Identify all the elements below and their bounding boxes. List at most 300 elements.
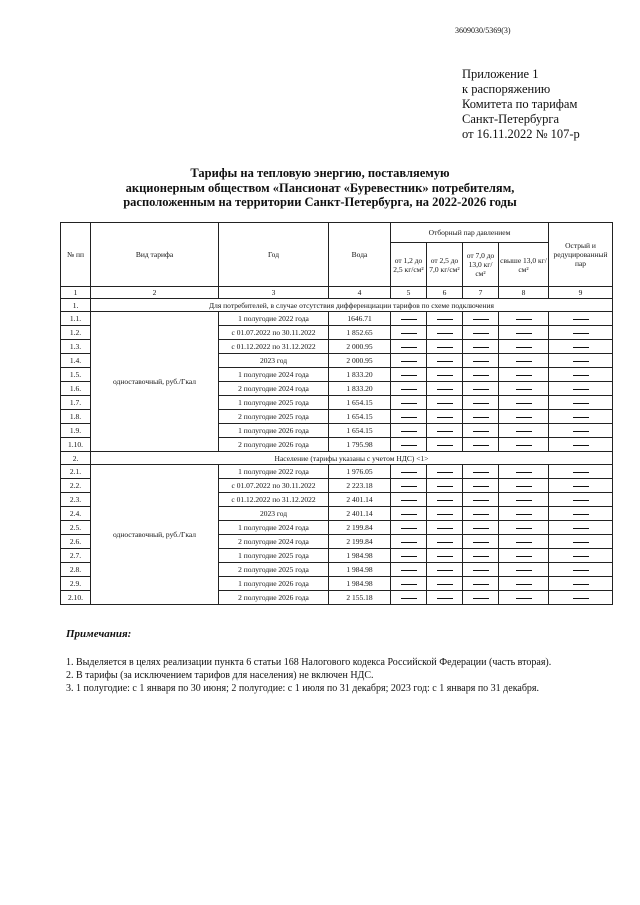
- water-value-cell: 2 155.18: [329, 591, 391, 605]
- dash-mark: [473, 333, 489, 334]
- row-number: 1.3.: [61, 340, 91, 354]
- row-number: 2.8.: [61, 563, 91, 577]
- empty-value-cell: [499, 507, 549, 521]
- dash-mark: [437, 514, 453, 515]
- dash-mark: [437, 584, 453, 585]
- empty-value-cell: [427, 340, 463, 354]
- dash-mark: [516, 556, 532, 557]
- empty-value-cell: [427, 424, 463, 438]
- dash-mark: [473, 500, 489, 501]
- dash-mark: [516, 319, 532, 320]
- dash-mark: [437, 486, 453, 487]
- period-cell: 2023 год: [219, 354, 329, 368]
- empty-value-cell: [499, 396, 549, 410]
- dash-mark: [437, 445, 453, 446]
- empty-value-cell: [499, 326, 549, 340]
- row-number: 2.9.: [61, 577, 91, 591]
- tariff-table: [60, 222, 613, 605]
- column-number-cell: 7: [463, 287, 499, 299]
- dash-mark: [401, 584, 417, 585]
- appendix-line: Комитета по тарифам: [462, 97, 578, 111]
- section-row: [61, 452, 613, 465]
- header-water: Вода: [329, 223, 391, 287]
- empty-value-cell: [391, 438, 427, 452]
- row-number: 2.4.: [61, 507, 91, 521]
- row-number: 1.8.: [61, 410, 91, 424]
- period-cell: 2 полугодие 2026 года: [219, 438, 329, 452]
- document-title: [110, 166, 530, 210]
- appendix-line: Приложение 1: [462, 67, 539, 81]
- dash-mark: [401, 333, 417, 334]
- dash-mark: [473, 556, 489, 557]
- empty-value-cell: [391, 354, 427, 368]
- water-value-cell: 2 401.14: [329, 493, 391, 507]
- water-value-cell: 2 000.95: [329, 354, 391, 368]
- empty-value-cell: [463, 493, 499, 507]
- row-number: 2.2.: [61, 479, 91, 493]
- water-value-cell: 1 795.98: [329, 438, 391, 452]
- empty-value-cell: [499, 465, 549, 479]
- dash-mark: [437, 556, 453, 557]
- dash-mark: [473, 486, 489, 487]
- section-title: Население (тарифы указаны с учетом НДС) <1>: [91, 452, 613, 465]
- row-number: 1.10.: [61, 438, 91, 452]
- empty-value-cell: [499, 577, 549, 591]
- empty-value-cell: [391, 312, 427, 326]
- dash-mark: [437, 319, 453, 320]
- header-num: № пп: [61, 223, 91, 287]
- dash-mark: [401, 598, 417, 599]
- period-cell: 2 полугодие 2024 года: [219, 535, 329, 549]
- dash-mark: [573, 570, 589, 571]
- empty-value-cell: [499, 354, 549, 368]
- empty-value-cell: [463, 535, 499, 549]
- dash-mark: [473, 514, 489, 515]
- empty-value-cell: [499, 438, 549, 452]
- water-value-cell: 2 199.84: [329, 521, 391, 535]
- row-number: 1.9.: [61, 424, 91, 438]
- empty-value-cell: [499, 521, 549, 535]
- dash-mark: [437, 598, 453, 599]
- dash-mark: [473, 584, 489, 585]
- dash-mark: [573, 542, 589, 543]
- empty-value-cell: [463, 577, 499, 591]
- dash-mark: [437, 528, 453, 529]
- dash-mark: [473, 403, 489, 404]
- section-row: [61, 299, 613, 312]
- dash-mark: [437, 472, 453, 473]
- title-line: Тарифы на тепловую энергию, поставляемую: [190, 166, 450, 180]
- dash-mark: [401, 375, 417, 376]
- empty-value-cell: [463, 312, 499, 326]
- water-value-cell: 1646.71: [329, 312, 391, 326]
- empty-value-cell: [391, 479, 427, 493]
- water-value-cell: 2 401.14: [329, 507, 391, 521]
- header-pressure-1: от 1,2 до 2,5 кг/см²: [391, 243, 427, 287]
- water-value-cell: 1 976.05: [329, 465, 391, 479]
- period-cell: 2023 год: [219, 507, 329, 521]
- empty-value-cell: [427, 410, 463, 424]
- empty-value-cell: [463, 354, 499, 368]
- empty-value-cell: [499, 549, 549, 563]
- empty-value-cell: [549, 591, 613, 605]
- column-number-cell: 5: [391, 287, 427, 299]
- empty-value-cell: [549, 507, 613, 521]
- dash-mark: [573, 584, 589, 585]
- empty-value-cell: [499, 535, 549, 549]
- dash-mark: [401, 486, 417, 487]
- dash-mark: [473, 361, 489, 362]
- period-cell: 1 полугодие 2026 года: [219, 424, 329, 438]
- dash-mark: [437, 570, 453, 571]
- empty-value-cell: [499, 479, 549, 493]
- dash-mark: [516, 347, 532, 348]
- column-number-cell: 6: [427, 287, 463, 299]
- dash-mark: [573, 389, 589, 390]
- column-number-cell: 1: [61, 287, 91, 299]
- header-tariff-kind: Вид тарифа: [91, 223, 219, 287]
- column-number-cell: 8: [499, 287, 549, 299]
- note-item: 3. 1 полугодие: с 1 января по 30 июня; 2 полугодие: с 1 июля по 31 декабря; 2023 год: с 1 января по 31 декабря.: [66, 683, 540, 694]
- empty-value-cell: [499, 382, 549, 396]
- empty-value-cell: [549, 563, 613, 577]
- empty-value-cell: [499, 563, 549, 577]
- row-number: 2.3.: [61, 493, 91, 507]
- empty-value-cell: [549, 354, 613, 368]
- dash-mark: [473, 347, 489, 348]
- empty-value-cell: [427, 591, 463, 605]
- empty-value-cell: [427, 368, 463, 382]
- dash-mark: [516, 361, 532, 362]
- dash-mark: [473, 319, 489, 320]
- dash-mark: [437, 417, 453, 418]
- period-cell: 1 полугодие 2026 года: [219, 577, 329, 591]
- empty-value-cell: [549, 479, 613, 493]
- water-value-cell: 1 833.20: [329, 368, 391, 382]
- empty-value-cell: [549, 382, 613, 396]
- row-number: 2.7.: [61, 549, 91, 563]
- column-number-cell: 4: [329, 287, 391, 299]
- column-number-cell: 2: [91, 287, 219, 299]
- header-pressure-3: от 7,0 до 13,0 кг/см²: [463, 243, 499, 287]
- dash-mark: [573, 472, 589, 473]
- appendix-line: к распоряжению: [462, 82, 551, 96]
- dash-mark: [437, 403, 453, 404]
- note-item: 1. Выделяется в целях реализации пункта 6 статьи 168 Налогового кодекса Российской Федерации (часть вторая).: [66, 657, 552, 668]
- row-number: 1.5.: [61, 368, 91, 382]
- dash-mark: [516, 584, 532, 585]
- period-cell: 1 полугодие 2022 года: [219, 312, 329, 326]
- column-number-row: [61, 287, 613, 299]
- dash-mark: [573, 528, 589, 529]
- empty-value-cell: [499, 493, 549, 507]
- empty-value-cell: [427, 577, 463, 591]
- empty-value-cell: [549, 577, 613, 591]
- dash-mark: [473, 598, 489, 599]
- empty-value-cell: [427, 438, 463, 452]
- empty-value-cell: [427, 563, 463, 577]
- dash-mark: [573, 417, 589, 418]
- empty-value-cell: [391, 535, 427, 549]
- dash-mark: [437, 361, 453, 362]
- empty-value-cell: [427, 396, 463, 410]
- empty-value-cell: [391, 424, 427, 438]
- empty-value-cell: [427, 507, 463, 521]
- dash-mark: [573, 445, 589, 446]
- empty-value-cell: [391, 493, 427, 507]
- dash-mark: [401, 528, 417, 529]
- empty-value-cell: [427, 354, 463, 368]
- empty-value-cell: [463, 507, 499, 521]
- dash-mark: [401, 347, 417, 348]
- empty-value-cell: [499, 424, 549, 438]
- water-value-cell: 1 833.20: [329, 382, 391, 396]
- period-cell: 2 полугодие 2025 года: [219, 410, 329, 424]
- empty-value-cell: [549, 368, 613, 382]
- empty-value-cell: [549, 326, 613, 340]
- empty-value-cell: [463, 368, 499, 382]
- title-line: акционерным обществом «Пансионат «Буревестник» потребителям,: [125, 180, 515, 195]
- header-pressure-2: от 2,5 до 7,0 кг/см²: [427, 243, 463, 287]
- dash-mark: [401, 514, 417, 515]
- tariff-kind-cell: одноставочный, руб./Гкал: [91, 465, 219, 605]
- empty-value-cell: [549, 535, 613, 549]
- empty-value-cell: [391, 326, 427, 340]
- water-value-cell: 1 984.98: [329, 563, 391, 577]
- dash-mark: [473, 389, 489, 390]
- dash-mark: [573, 598, 589, 599]
- empty-value-cell: [463, 591, 499, 605]
- header-year: Год: [219, 223, 329, 287]
- dash-mark: [516, 500, 532, 501]
- dash-mark: [401, 389, 417, 390]
- row-number: 2.5.: [61, 521, 91, 535]
- row-number: 2.10.: [61, 591, 91, 605]
- dash-mark: [401, 556, 417, 557]
- empty-value-cell: [427, 479, 463, 493]
- period-cell: с 01.07.2022 по 30.11.2022: [219, 326, 329, 340]
- water-value-cell: 2 223.18: [329, 479, 391, 493]
- dash-mark: [573, 319, 589, 320]
- dash-mark: [473, 542, 489, 543]
- empty-value-cell: [391, 549, 427, 563]
- dash-mark: [437, 542, 453, 543]
- dash-mark: [401, 472, 417, 473]
- empty-value-cell: [463, 424, 499, 438]
- header-pressure-4: свыше 13,0 кг/см²: [499, 243, 549, 287]
- period-cell: с 01.07.2022 по 30.11.2022: [219, 479, 329, 493]
- empty-value-cell: [549, 438, 613, 452]
- period-cell: 2 полугодие 2025 года: [219, 563, 329, 577]
- empty-value-cell: [427, 549, 463, 563]
- empty-value-cell: [463, 438, 499, 452]
- water-value-cell: 2 199.84: [329, 535, 391, 549]
- empty-value-cell: [391, 507, 427, 521]
- dash-mark: [473, 431, 489, 432]
- empty-value-cell: [391, 563, 427, 577]
- dash-mark: [516, 528, 532, 529]
- tariff-kind-cell: одноставочный, руб./Гкал: [91, 312, 219, 452]
- water-value-cell: 1 654.15: [329, 424, 391, 438]
- empty-value-cell: [463, 479, 499, 493]
- empty-value-cell: [391, 591, 427, 605]
- dash-mark: [516, 375, 532, 376]
- period-cell: с 01.12.2022 по 31.12.2022: [219, 493, 329, 507]
- water-value-cell: 1 984.98: [329, 577, 391, 591]
- dash-mark: [573, 514, 589, 515]
- empty-value-cell: [549, 521, 613, 535]
- dash-mark: [573, 361, 589, 362]
- dash-mark: [516, 514, 532, 515]
- period-cell: 2 полугодие 2024 года: [219, 382, 329, 396]
- note-item: 2. В тарифы (за исключением тарифов для населения) не включен НДС.: [66, 670, 374, 681]
- row-number: 2.1.: [61, 465, 91, 479]
- period-cell: 1 полугодие 2024 года: [219, 368, 329, 382]
- empty-value-cell: [427, 493, 463, 507]
- period-cell: 1 полугодие 2022 года: [219, 465, 329, 479]
- empty-value-cell: [463, 563, 499, 577]
- dash-mark: [516, 445, 532, 446]
- empty-value-cell: [549, 424, 613, 438]
- header-steam-group: Отборный пар давлением: [391, 223, 549, 243]
- empty-value-cell: [463, 549, 499, 563]
- empty-value-cell: [549, 340, 613, 354]
- water-value-cell: 1 984.98: [329, 549, 391, 563]
- document-number: 3609030/5369(3): [455, 26, 511, 35]
- empty-value-cell: [463, 382, 499, 396]
- period-cell: 1 полугодие 2025 года: [219, 396, 329, 410]
- title-line: расположенным на территории Санкт-Петербурга, на 2022-2026 годы: [123, 195, 517, 209]
- water-value-cell: 2 000.95: [329, 340, 391, 354]
- dash-mark: [573, 500, 589, 501]
- water-value-cell: 1 852.65: [329, 326, 391, 340]
- empty-value-cell: [427, 312, 463, 326]
- dash-mark: [473, 472, 489, 473]
- dash-mark: [473, 528, 489, 529]
- table-row: [61, 312, 613, 326]
- dash-mark: [516, 472, 532, 473]
- dash-mark: [401, 319, 417, 320]
- dash-mark: [473, 417, 489, 418]
- empty-value-cell: [463, 396, 499, 410]
- dash-mark: [473, 445, 489, 446]
- empty-value-cell: [427, 382, 463, 396]
- dash-mark: [516, 431, 532, 432]
- period-cell: с 01.12.2022 по 31.12.2022: [219, 340, 329, 354]
- empty-value-cell: [463, 340, 499, 354]
- row-number: 1.2.: [61, 326, 91, 340]
- empty-value-cell: [427, 535, 463, 549]
- dash-mark: [516, 542, 532, 543]
- appendix-line: Санкт-Петербурга: [462, 112, 560, 126]
- appendix-line: от 16.11.2022 № 107-р: [462, 127, 580, 141]
- dash-mark: [437, 333, 453, 334]
- dash-mark: [401, 417, 417, 418]
- row-number: 2.6.: [61, 535, 91, 549]
- row-number: 1.4.: [61, 354, 91, 368]
- dash-mark: [573, 556, 589, 557]
- dash-mark: [437, 347, 453, 348]
- empty-value-cell: [391, 396, 427, 410]
- dash-mark: [516, 389, 532, 390]
- header-sharp-steam: Острый и редуцированный пар: [549, 223, 613, 287]
- dash-mark: [401, 361, 417, 362]
- period-cell: 2 полугодие 2026 года: [219, 591, 329, 605]
- dash-mark: [573, 431, 589, 432]
- empty-value-cell: [391, 410, 427, 424]
- water-value-cell: 1 654.15: [329, 396, 391, 410]
- period-cell: 1 полугодие 2025 года: [219, 549, 329, 563]
- empty-value-cell: [549, 312, 613, 326]
- dash-mark: [401, 403, 417, 404]
- empty-value-cell: [391, 340, 427, 354]
- dash-mark: [573, 347, 589, 348]
- section-number: 2.: [61, 452, 91, 465]
- water-value-cell: 1 654.15: [329, 410, 391, 424]
- empty-value-cell: [463, 465, 499, 479]
- dash-mark: [437, 500, 453, 501]
- dash-mark: [516, 486, 532, 487]
- empty-value-cell: [463, 326, 499, 340]
- empty-value-cell: [463, 410, 499, 424]
- dash-mark: [401, 500, 417, 501]
- table-row: [61, 465, 613, 479]
- dash-mark: [473, 570, 489, 571]
- empty-value-cell: [427, 326, 463, 340]
- section-number: 1.: [61, 299, 91, 312]
- empty-value-cell: [499, 312, 549, 326]
- empty-value-cell: [499, 368, 549, 382]
- dash-mark: [437, 431, 453, 432]
- column-number-cell: 9: [549, 287, 613, 299]
- section-title: Для потребителей, в случае отсутствия дифференциации тарифов по схеме подключения: [91, 299, 613, 312]
- empty-value-cell: [499, 410, 549, 424]
- empty-value-cell: [391, 382, 427, 396]
- empty-value-cell: [463, 521, 499, 535]
- dash-mark: [401, 570, 417, 571]
- dash-mark: [573, 486, 589, 487]
- row-number: 1.1.: [61, 312, 91, 326]
- dash-mark: [437, 375, 453, 376]
- dash-mark: [516, 333, 532, 334]
- empty-value-cell: [549, 493, 613, 507]
- dash-mark: [516, 403, 532, 404]
- dash-mark: [401, 445, 417, 446]
- dash-mark: [573, 333, 589, 334]
- row-number: 1.7.: [61, 396, 91, 410]
- notes-list: [66, 656, 551, 695]
- dash-mark: [437, 389, 453, 390]
- dash-mark: [573, 403, 589, 404]
- empty-value-cell: [391, 465, 427, 479]
- notes-title: Примечания:: [66, 628, 132, 640]
- appendix-block: [462, 67, 580, 142]
- dash-mark: [516, 570, 532, 571]
- empty-value-cell: [549, 465, 613, 479]
- row-number: 1.6.: [61, 382, 91, 396]
- dash-mark: [401, 431, 417, 432]
- dash-mark: [401, 542, 417, 543]
- empty-value-cell: [427, 521, 463, 535]
- dash-mark: [473, 375, 489, 376]
- dash-mark: [516, 417, 532, 418]
- column-number-cell: 3: [219, 287, 329, 299]
- empty-value-cell: [549, 396, 613, 410]
- empty-value-cell: [427, 465, 463, 479]
- empty-value-cell: [499, 340, 549, 354]
- empty-value-cell: [549, 410, 613, 424]
- empty-value-cell: [549, 549, 613, 563]
